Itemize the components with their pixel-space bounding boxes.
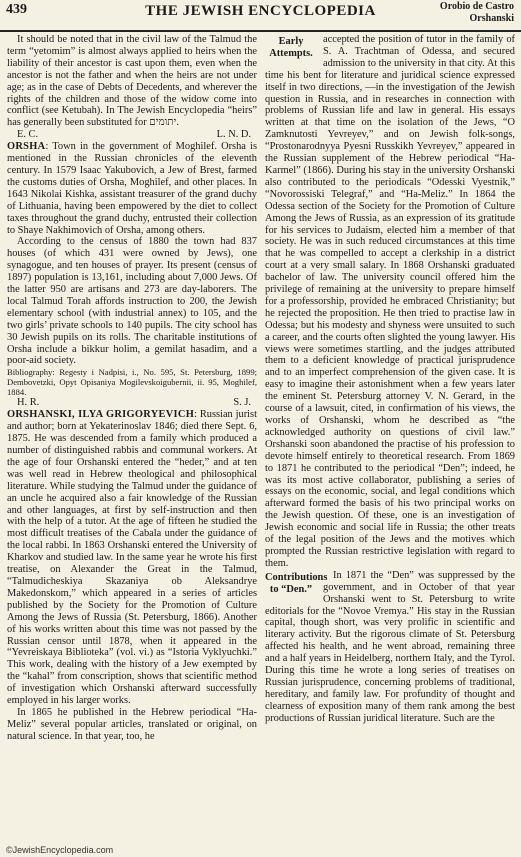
signature-left: H. R. — [17, 397, 40, 409]
guide-word-last: Orshanski — [469, 13, 514, 24]
right-paragraph-2-text: In 1871 the “Den” was suppressed by the government, and in October of that year Orshanski went to St. Petersburg to write editorials for the “Novoe Vremya.” His stay in the Russian capital, though short, was very prolific in scientific and literary activity. But the rigorous climate of St. Petersburg affected his health, and he went abroad, remaining three and a half years in Heidelberg, northern Italy, and the Tyrol. During this time he wrote a long series of treatises on Russian jurisprudence, concerning problems of traditional, hereditary, and family law. For profundity of thought and clearness of exposition many of them rank among the best productions of Russian juridical literature. Such are the — [265, 569, 515, 724]
signature-line — [7, 397, 257, 409]
orshanski-entry — [7, 409, 257, 707]
right-paragraph-2 — [265, 570, 515, 725]
orsha-text: : Town in the government of Moghilef. Orsha is mentioned in the Russian chronicles of the eleventh century. In 1579 Isaac Yakubovich, a Jew of Brest, farmed the customs duties of Orsha, Moghilef, and other places. In 1643 Nikolai Kishka, assistant treasurer of the grand duchy of Lithuania, having been empowered by the diet to collect taxes throughout the grand duchy, entrusted their collection to Shaye Nakhimovich of Orsha, among others. — [7, 141, 257, 236]
signature-right: L. N. D. — [216, 129, 251, 141]
right-paragraph-1-text: accepted the position of tutor in the family of S. A. Trachtman of Odessa, and secured admission to the university in that city. At this time his bent for literature and juridical science expressed itself in two directions, —in the investigation of the Jewish question in Russia, and in researches in connection with problems of Russian life and law in general. His essays written at that time on the isolation of the Jews, “O Zamknutosti Yevreyev,” and on Jewish folk-songs, “Prostonarodnyya Pyesni Russkikh Yevreyev,” appeared in the Russian supplement of the Hebrew periodical “Ha-Karmel” (1866). During his stay in the university Orshanski also contributed to the periodicals “Odesski Vyestnik,” “Novorossiski Telegraf,” and “Ha-Meliz.” In 1864 the Odessa section of the Society for the Promotion of Culture Among the Jews of Russia, as an expression of its gratitude for his services to Judaism, elected him a member of that society. He was in such reduced circumstances at this time that he was compelled to accept a clerkship in a district court at a very small salary. In 1868 Orshanski graduated bachelor of law. The university council offered him the privilege of remaining at the university to prepare himself for a professorship, provided he embraced Christianity; but he rejected the proposition. He then tried to practise law in Odessa; but his modesty and shyness were unsuited to such a career, and the courts often slighted the young lawyer. His views were sometimes startling, and the judges attributed them to a deficient knowledge of practical jurisprudence and to an imperfect comprehension of the given case. It is easy to imagine their astonishment when a few years later the eminent St. Petersburg attorney V. N. Gerard, in the course of a lawsuit, cited, in confirmation of his views, the works of Orshanski, whom he described as “the acknowledged authority on questions of civil law.” Orshanski soon abandoned the practise of his profession to devote himself entirely to theoretical research. From 1869 to 1871 he contributed to the periodical “Den”; indeed, he was its most active collaborator, publishing a series of essays on the economic, social, and legal conditions which afterward formed the basis of his two principal works on the Jewish question. Of these, one is an investigation of Jewish economic and social life in Russia; the other treats of the legal position of the Jews and the motives which prompted the Russian restrictive legislation with regard to them. — [265, 34, 515, 569]
entry-heading-orsha: ORSHA — [7, 141, 46, 153]
signature-left: E. C. — [17, 129, 39, 141]
orshanski-paragraph-2: In 1865 he published in the Hebrew periodical “Ha-Meliz” several popular articles, translated or original, on natural science. In that year, too, he — [7, 706, 257, 742]
footer-credit: ©JewishEncyclopedia.com — [6, 845, 114, 855]
page-header — [0, 0, 521, 32]
right-column — [265, 34, 515, 842]
side-heading-contributions: Contributions to “Den.” — [265, 571, 328, 595]
bibliography: Bibliography: Regesty i Nadpisi, i., No. 595, St. Petersburg, 1899; Dembovetzki, Opyt Opisaniya Mogilevskoigubernii, ii. 95, Moghilef, 1884. — [7, 367, 257, 398]
right-paragraph-1 — [265, 34, 515, 570]
entry-heading-orshanski: ORSHANSKI, ILYA GRIGORYEVICH — [7, 409, 195, 421]
side-heading-early-attempts: Early Attempts. — [269, 36, 313, 59]
orsha-census-paragraph: According to the census of 1880 the town had 837 houses (of which 431 were owned by Jews), one synagogue, and ten houses of prayer. Its present (census of 1897) population is 13,161, including about 7,000 Jews. Of the latter 950 are artisans and 273 are day-laborers. The local Talmud Torah affords instruction to 200, the Jewish elementary school (with industrial annex) to 105, and the two girls’ private schools to 140 pupils. The city school has 30 Jewish pupils on its rolls. The charitable institutions of Orsha include a bikkur holim, a gemilat hasadim, and a poor-aid society. — [7, 236, 257, 367]
left-column — [7, 34, 257, 842]
page-number: 439 — [6, 2, 27, 17]
guide-words — [440, 1, 514, 25]
signature-right: S. J. — [233, 397, 251, 409]
signature-line — [7, 129, 257, 141]
yetomim-paragraph: It should be noted that in the civil law of the Talmud the term “yetomim” is almost always applied to heirs when the liability of their ancestor is cast upon them, even when the ancestor is not the father and when the heirs are not under age; as in the case of Debts of Decedents, and wherever the rights of the children and those of the widow come into conflict (see Ketubah). In The Jewish Encyclopedia “heirs” has generally been substituted for יתומים. — [7, 34, 257, 129]
orshanski-text: : Russian jurist and author; born at Yekaterinoslav 1846; died there Sept. 6, 1875. He was descended from a family which produced a number of distinguished rabbis and communal workers. At the age of four Orshanski entered the “heder,” and at ten was well read in Hebrew theological and philosophical literature. While studying the Talmud under the guidance of an uncle he acquired also a fair knowledge of the Russian and other languages, at first by self-instruction and then with the help of a tutor. At the age of fifteen he studied the most difficult treatises of the Cabala under the guidance of the local rabbi. In 1863 Orshanski entered the University of Kharkov and studied law. In the same year he wrote his first treatise, on Alexander the Great in the Talmud, “Talmudicheskiya Skazaniya ob Aleksandrye Makedonskom,” which appeared in a series of articles published by the Society for the Promotion of Culture Among the Jews of Russia (St. Petersburg, 1866). Another of his works written about this time was not passed by the Russian censor until 1878, when it appeared in the “Yevreiskaya Biblioteka” (vol. vi.) as “Istoria Vyklyuchki.” This work, dealing with the history of a Jew exempted by the “kahal” from conscription, shows that scientific method of investigation which Orshanski afterward successfully employed in his larger works. — [7, 409, 257, 707]
guide-word-first: Orobio de Castro — [439, 1, 514, 12]
orsha-entry — [7, 141, 257, 236]
page-title: THE JEWISH ENCYCLOPEDIA — [145, 3, 376, 19]
